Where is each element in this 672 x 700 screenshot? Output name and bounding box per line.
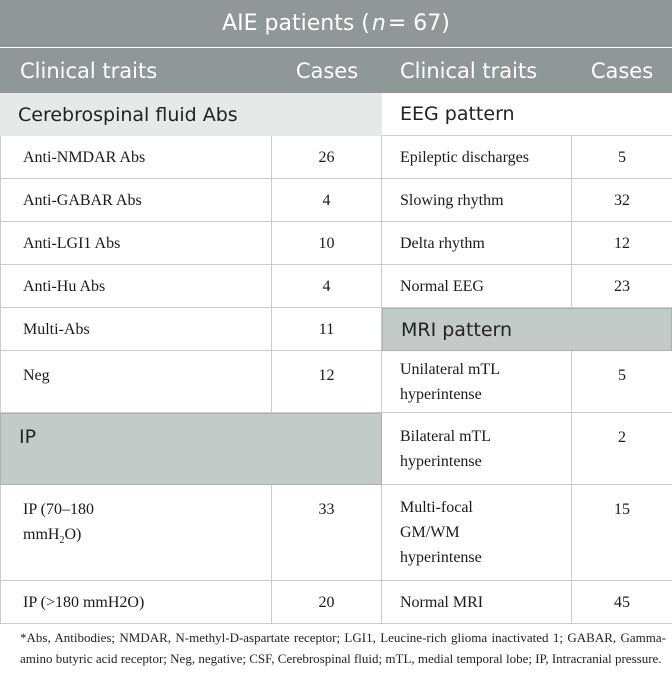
table-row-cases: 32 [572,179,672,222]
table-footnote: *Abs, Antibodies; NMDAR, N-methyl-D-aspartate receptor; LGI1, Leucine-rich glioma inactivated 1; GABAR, Gamma-amino butyric acid receptor; Neg, negative; CSF, Cerebrospinal fluid; mTL, medial temporal lobe; IP, Intracranial pressure. [20,630,666,666]
trait-line [23,522,81,547]
table-row-cases: 2 [572,413,672,485]
table-row-trait: Anti-GABAR Abs [0,179,272,222]
trait-line: hyperintense [400,549,482,566]
table-row-cases: 12 [272,351,382,413]
trait-line: GM/WM [400,524,460,541]
header-right-trait: Clinical traits [382,48,572,93]
trait-line: Bilateral mTL [400,427,492,445]
table-row-cases: 33 [272,485,382,581]
section-ip: IP [0,413,382,485]
table-row-trait: Anti-NMDAR Abs [0,136,272,179]
header-right-cases: Cases [572,48,672,93]
table-row-cases: 10 [272,222,382,265]
title-suffix: = 67) [387,11,450,36]
title-n: n [371,11,386,36]
table-row-cases: 5 [572,351,672,413]
table-row-trait: Anti-Hu Abs [0,265,272,308]
table-row-trait: Epileptic discharges [382,136,572,179]
table-row-cases: 5 [572,136,672,179]
section-mri-pattern: MRI pattern [382,308,672,351]
trait-text: mmH [23,526,60,543]
table-row-trait: IP (>180 mmH2O) [0,581,272,624]
table-row-cases: 20 [272,581,382,624]
table-row-trait: Normal MRI [382,581,572,624]
table-row-trait: Anti-LGI1 Abs [0,222,272,265]
table-row-trait: Normal EEG [382,265,572,308]
trait-text: O) [64,526,82,543]
trait-line: hyperintense [400,452,482,470]
table-row-cases: 4 [272,265,382,308]
table-row-cases: 15 [572,485,672,581]
header-left-cases: Cases [272,48,382,93]
table-row-trait: Multi-Abs [0,308,272,351]
trait-line: Unilateral mTL [400,360,500,378]
table-row-trait [0,485,272,581]
section-eeg-pattern: EEG pattern [382,93,672,136]
table-row-cases: 4 [272,179,382,222]
table-row-trait: Slowing rhythm [382,179,572,222]
header-left-trait: Clinical traits [0,48,272,93]
trait-line: IP (70–180 [23,501,94,518]
table-row-cases: 12 [572,222,672,265]
table-row-cases: 23 [572,265,672,308]
trait-line: Multi-focal [400,499,473,516]
table-row-cases: 26 [272,136,382,179]
table-row-trait: Delta rhythm [382,222,572,265]
table-row-cases: 45 [572,581,672,624]
title-prefix: AIE patients ( [222,11,370,36]
trait-line: hyperintense [400,385,482,403]
table-row-trait [382,485,572,581]
table-row-trait: Neg [0,351,272,413]
subscript: 2 [59,535,65,547]
table-row-trait [382,413,572,485]
section-csf-abs: Cerebrospinal fluid Abs [0,93,382,136]
table-title [0,0,672,48]
table-row-cases: 11 [272,308,382,351]
table-row-trait [382,351,572,413]
